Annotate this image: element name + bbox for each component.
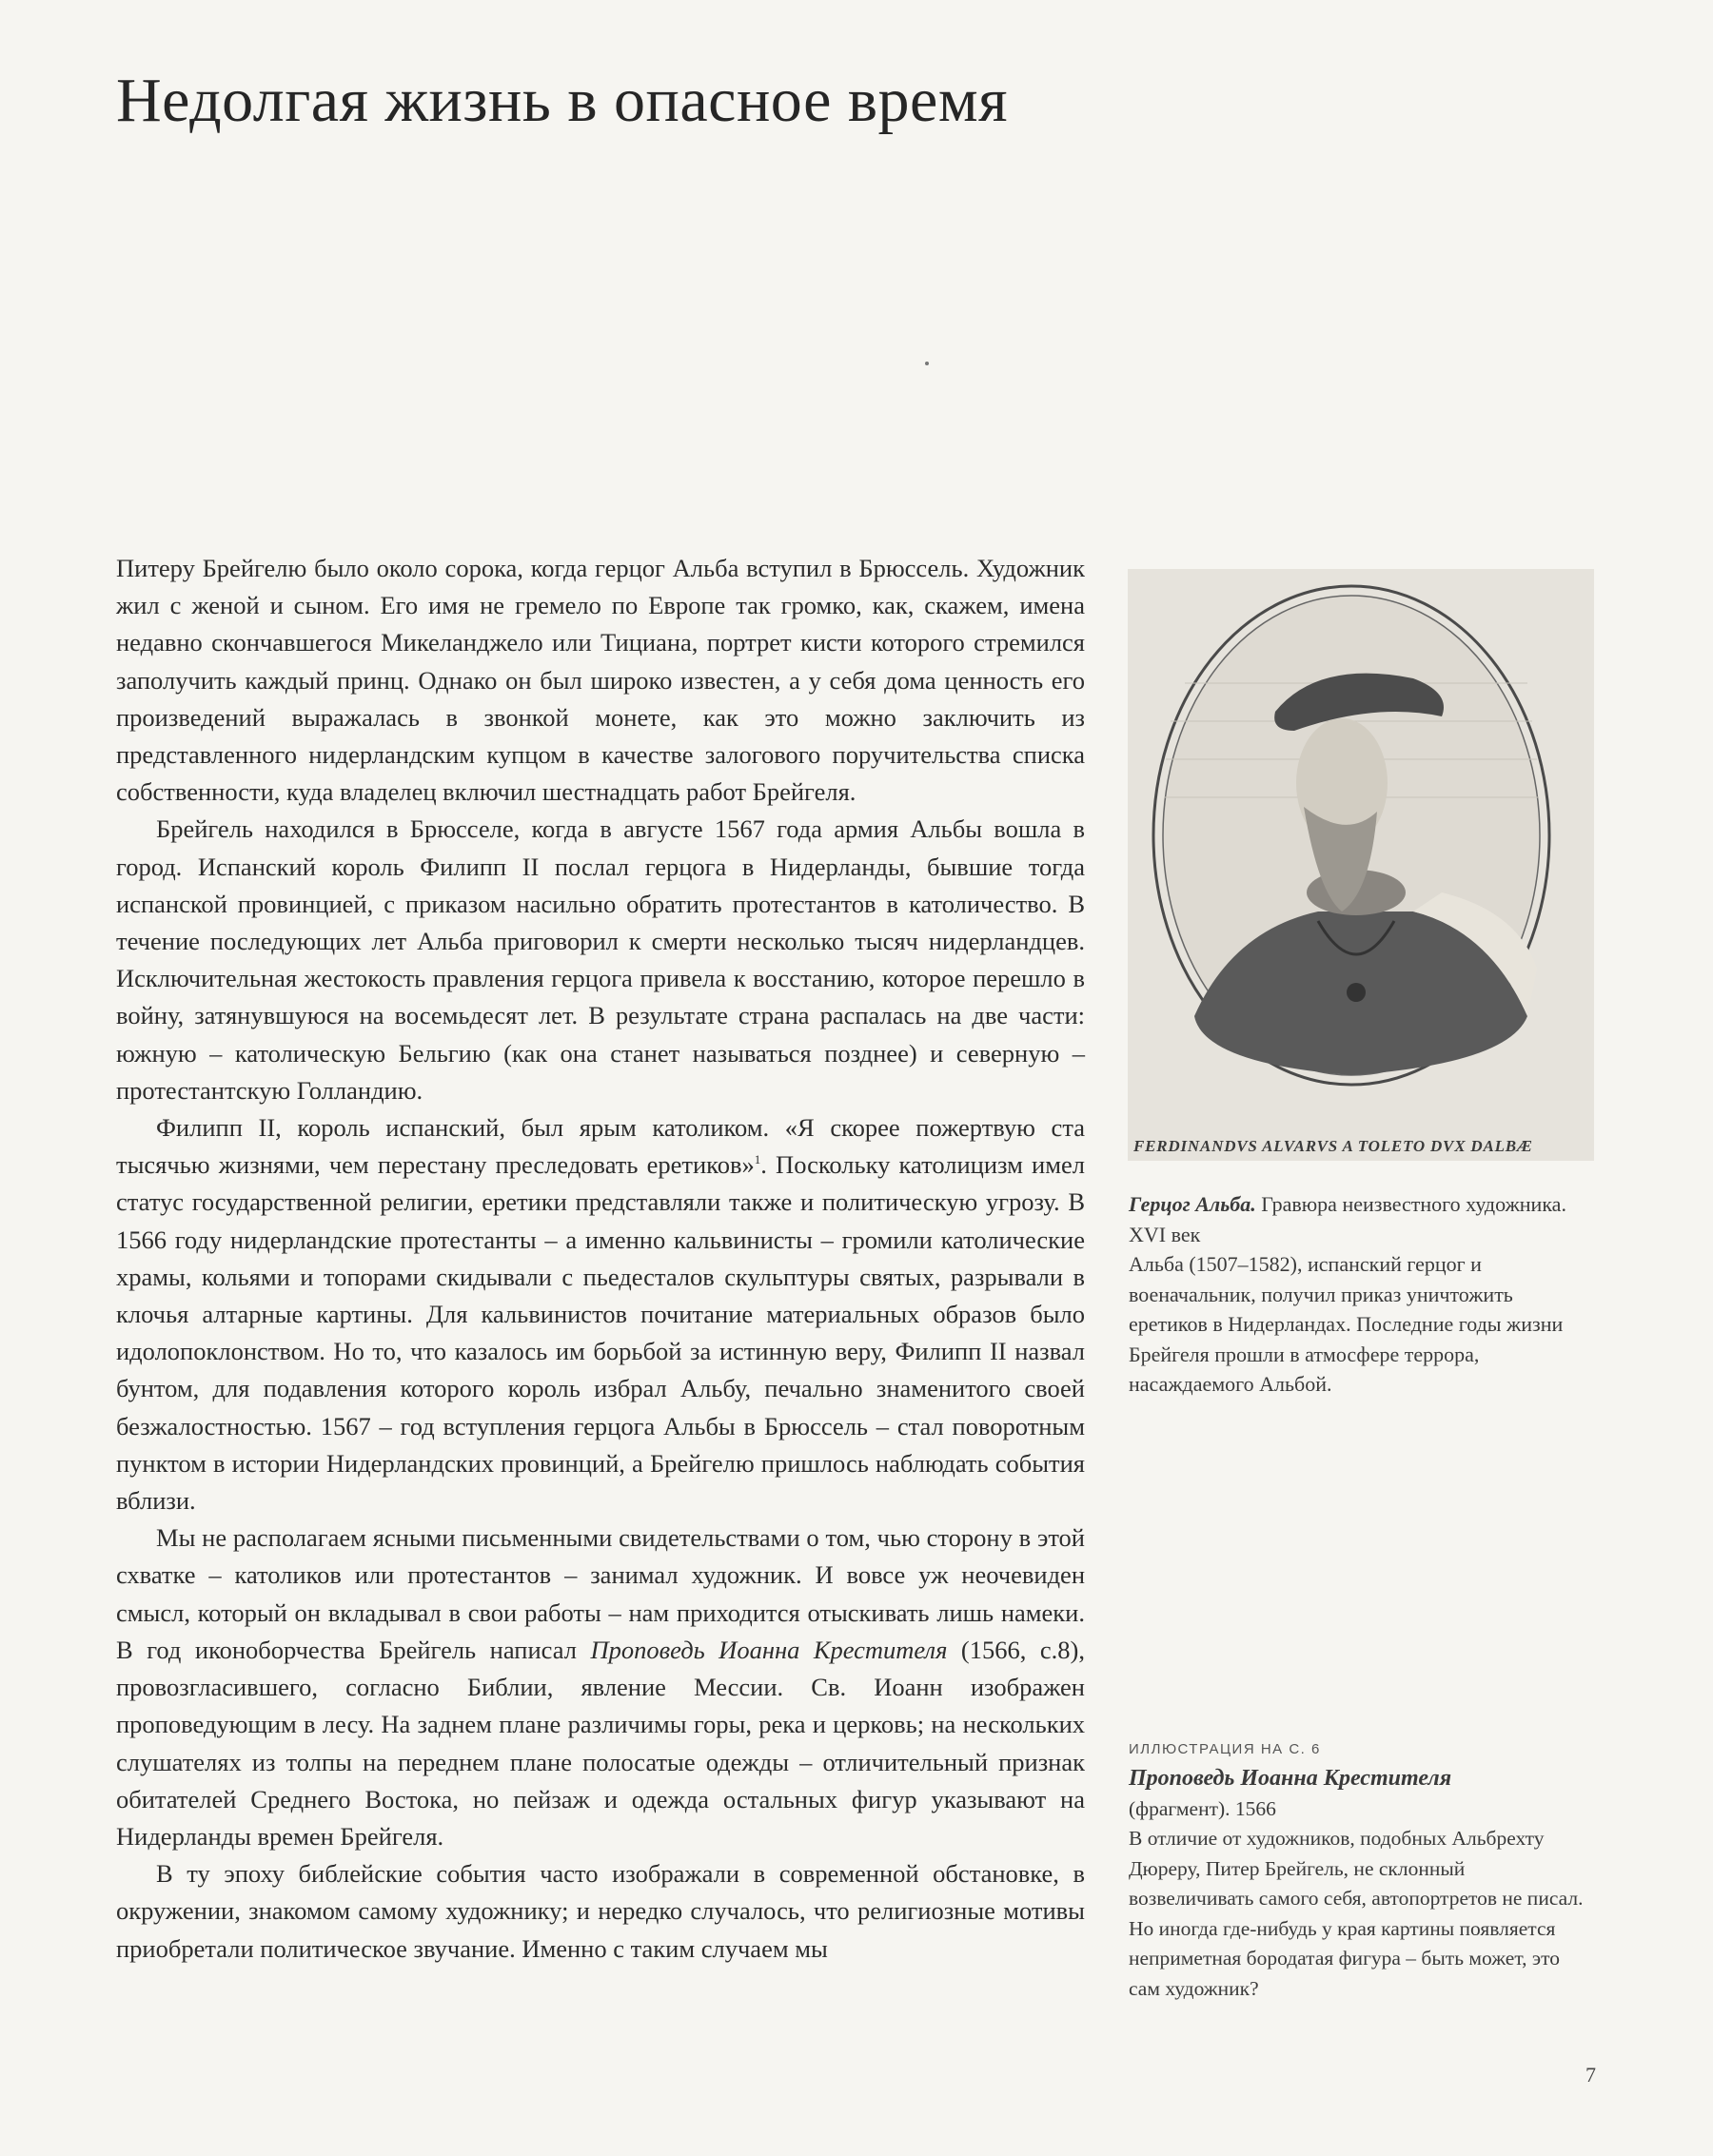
page-number: 7 [1585,2063,1596,2087]
print-speck [925,362,929,365]
paragraph-3-part-a: Филипп II, король испанский, был ярым католиком. «Я скорее пожертвую ста тысячью жизнями, чем перестану преследовать еретиков» [116,1113,1085,1180]
paragraph-3 [116,1109,1085,1519]
duke-alba-engraving [1128,569,1594,1161]
caption1-subtitle: Гравюра неизвестного художника. XVI век [1129,1192,1566,1246]
paragraph-5: В ту эпоху библейские события часто изображали в современной обстановке, в окружении, знакомом самому художнику; и нередко случалось, что религиозные мотивы приобретали политическое звучание. Именно с таким случаем мы [116,1859,1085,1963]
paragraph-2: Брейгель находился в Брюсселе, когда в августе 1567 года армия Альбы вошла в город. Испанский король Филипп II послал герцога в Нидерланды, бывшие тогда испанской провинцией, с приказом насильно обратить протестантов в католичество. В течение последующих лет Альба приговорил к смерти несколько тысяч нидерландцев. Исключительная жестокость правления герцога привела к восстанию, которое перешло в войну, затянувшуюся на восемьдесят лет. В результате страна распалась на две части: южную – католическую Бельгию (как она станет называться позднее) и северную – протестантскую Голландию. [116,814,1085,1105]
engraving-inscription: FERDINANDVS ALVARVS A TOLETO DVX DALBÆ [1133,1137,1533,1155]
portrait-caption [1129,1189,1585,1400]
caption2-text: В отличие от художников, подобных Альбрехту Дюреру, Питер Брейгель, не склонный возвеличивать самого себя, автопортретов не писал. Но иногда где-нибудь у края картины появляется неприметная бородатая фигура – быть может, это сам художник? [1129,1827,1584,2000]
illustration-caption [1129,1739,1585,2004]
caption2-subtitle: (фрагмент). 1566 [1129,1796,1276,1820]
page-title: Недолгая жизнь в опасное время [116,66,1008,135]
paragraph-3-part-b: . Поскольку католицизм имел статус государственной религии, еретики представляли также и политическую угрозу. В 1566 году нидерландские протестанты – а именно кальвинисты – громили католические храмы, кольями и топорами скидывали с пьедесталов скульптуры святых, разрывали в клочья алтарные картины. Для кальвинистов почитание материальных образов было идолопоклонством. Но то, что казалось им борьбой за истинную веру, Филипп II назвал бунтом, для подавления которого король избрал Альбу, печально знаменитого своей безжалостностью. 1567 – год вступления герцога Альбы в Брюссель – стал поворотным пунктом в истории Нидерландских провинций, а Брейгелю пришлось наблюдать события вблизи. [116,1150,1085,1516]
caption1-text: Альба (1507–1582), испанский герцог и военачальник, получил приказ уничтожить еретиков в Нидерландах. Последние годы жизни Брейгеля прошли в атмосфере террора, насаждаемого Альбой. [1129,1252,1564,1396]
caption1-title: Герцог Альба. [1129,1192,1256,1216]
paragraph-1: Питеру Брейгелю было около сорока, когда герцог Альба вступил в Брюссель. Художник жил с женой и сыном. Его имя не гремело по Европе так громко, как, скажем, имена недавно скончавшегося Микеланджело или Тициана, портрет кисти которого стремился заполучить каждый принц. Однако он был широко известен, а у себя дома ценность его произведений выражалась в звонкой монете, как это можно заключить из представленного нидерландским купцом в качестве залогового поручительства списка собственности, куда владелец включил шестнадцать работ Брейгеля. [116,554,1085,807]
caption2-kicker: ИЛЛЮСТРАЦИЯ НА С. 6 [1129,1741,1321,1757]
footnote-marker: 1 [754,1152,761,1167]
painting-title-italic: Проповедь Иоанна Крестителя [590,1635,948,1664]
main-text-column [116,550,1085,1968]
paragraph-4-part-b: (1566, с.8), провозгласившего, согласно Библии, явление Мессии. Св. Иоанн изображен проповедующим в лесу. На заднем плане различимы горы, река и церковь; на нескольких слушателях из толпы на переднем плане полосатые одежды – отличительный признак обитателей Среднего Востока, но пейзаж и одежда остальных фигур указывают на Нидерланды времен Брейгеля. [116,1635,1085,1851]
caption2-title: Проповедь Иоанна Крестителя [1129,1766,1452,1791]
paragraph-4 [116,1519,1085,1855]
engraving-portrait [1128,569,1594,1161]
paragraph-4-part-a: Мы не располагаем ясными письменными свидетельствами о том, чью сторону в этой схватке – католиков или протестантов – занимал художник. И вовсе уж неочевиден смысл, который он вкладывал в свои работы – нам приходится отыскивать лишь намеки. В год иконоборчества Брейгель написал [116,1523,1085,1664]
